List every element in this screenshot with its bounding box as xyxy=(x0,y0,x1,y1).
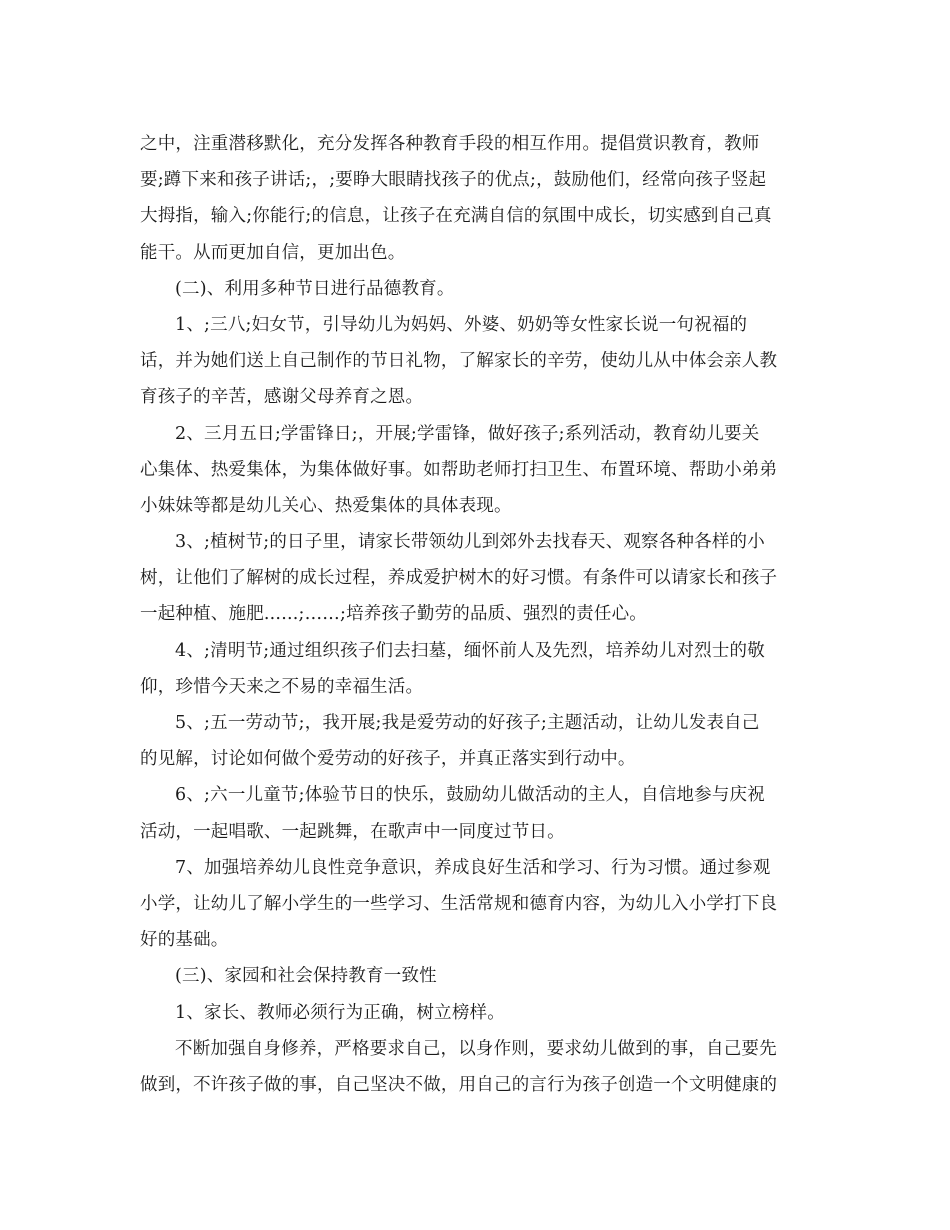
text-line: 的见解，讨论如何做个爱劳动的好孩子，并真正落实到行动中。 xyxy=(140,749,636,770)
text-line: 小学，让幼儿了解小学生的一些学习、生活常规和德育内容，为幼儿入小学打下良 xyxy=(140,893,778,914)
document-body xyxy=(140,126,810,1103)
text-line: 之中，注重潜移默化，充分发挥各种教育手段的相互作用。提倡赏识教育，教师 xyxy=(140,134,760,154)
text-line: 树，让他们了解树的成长过程，养成爱护树木的好习惯。有条件可以请家长和孩子 xyxy=(140,568,778,589)
text-line: (二)、利用多种节日进行品德教育。 xyxy=(175,278,455,299)
text-line: 7、加强培养幼儿良性竞争意识，养成良好生活和学习、行为习惯。通过参观 xyxy=(175,857,771,878)
text-line: 仰，珍惜今天来之不易的幸福生活。 xyxy=(140,676,424,697)
text-line: 小妹妹等都是幼儿关心、热爱集体的具体表现。 xyxy=(140,495,512,516)
text-line: 不断加强自身修养，严格要求自己，以身作则，要求幼儿做到的事，自己要先 xyxy=(175,1038,777,1059)
text-line: 好的基础。 xyxy=(140,930,229,951)
text-line: 做到，不许孩子做的事，自己坚决不做，用自己的言行为孩子创造一个文明健康的 xyxy=(140,1074,778,1095)
text-line: 大拇指，输入;你能行;的信息，让孩子在充满自信的氛围中成长，切实感到自己真 xyxy=(140,206,772,227)
text-line: 心集体、热爱集体，为集体做好事。如帮助老师打扫卫生、布置环境、帮助小弟弟 xyxy=(140,459,778,480)
text-line: 一起种植、施肥......;……;培养孩子勤劳的品质、强烈的责任心。 xyxy=(140,604,647,625)
text-line: 1、家长、教师必须行为正确，树立榜样。 xyxy=(175,1002,505,1023)
text-line: 话，并为她们送上自己制作的节日礼物，了解家长的辛劳，使幼儿从中体会亲人教 xyxy=(140,351,778,372)
text-line: 3、;植树节;的日子里，请家长带领幼儿到郊外去找春天、观察各种各样的小 xyxy=(175,532,765,553)
text-line: 能干。从而更加自信，更加出色。 xyxy=(140,242,406,263)
text-line: 4、;清明节;通过组织孩子们去扫墓，缅怀前人及先烈，培养幼儿对烈士的敬 xyxy=(175,640,765,661)
text-line: 1、;三八;妇女节，引导幼儿为妈妈、外婆、奶奶等女性家长说一句祝福的 xyxy=(175,314,748,335)
text-line: 5、;五一劳动节;，我开展;我是爱劳动的好孩子;主题活动，让幼儿发表自己 xyxy=(175,713,760,733)
text-line: 2、三月五日;学雷锋日;，开展;学雷锋，做好孩子;系列活动，教育幼儿要关 xyxy=(175,423,760,444)
text-line: (三)、家园和社会保持教育一致性 xyxy=(175,966,437,987)
text-line: 育孩子的辛苦，感谢父母养育之恩。 xyxy=(140,387,424,408)
text-line: 活动，一起唱歌、一起跳舞，在歌声中一同度过节日。 xyxy=(140,821,565,842)
text-line: 6、;六一儿童节;体验节日的快乐，鼓励幼儿做活动的主人，自信地参与庆祝 xyxy=(175,785,765,806)
text-line: 要;蹲下来和孩子讲话;，;要睁大眼睛找孩子的优点;，鼓励他们，经常向孩子竖起 xyxy=(140,170,767,191)
